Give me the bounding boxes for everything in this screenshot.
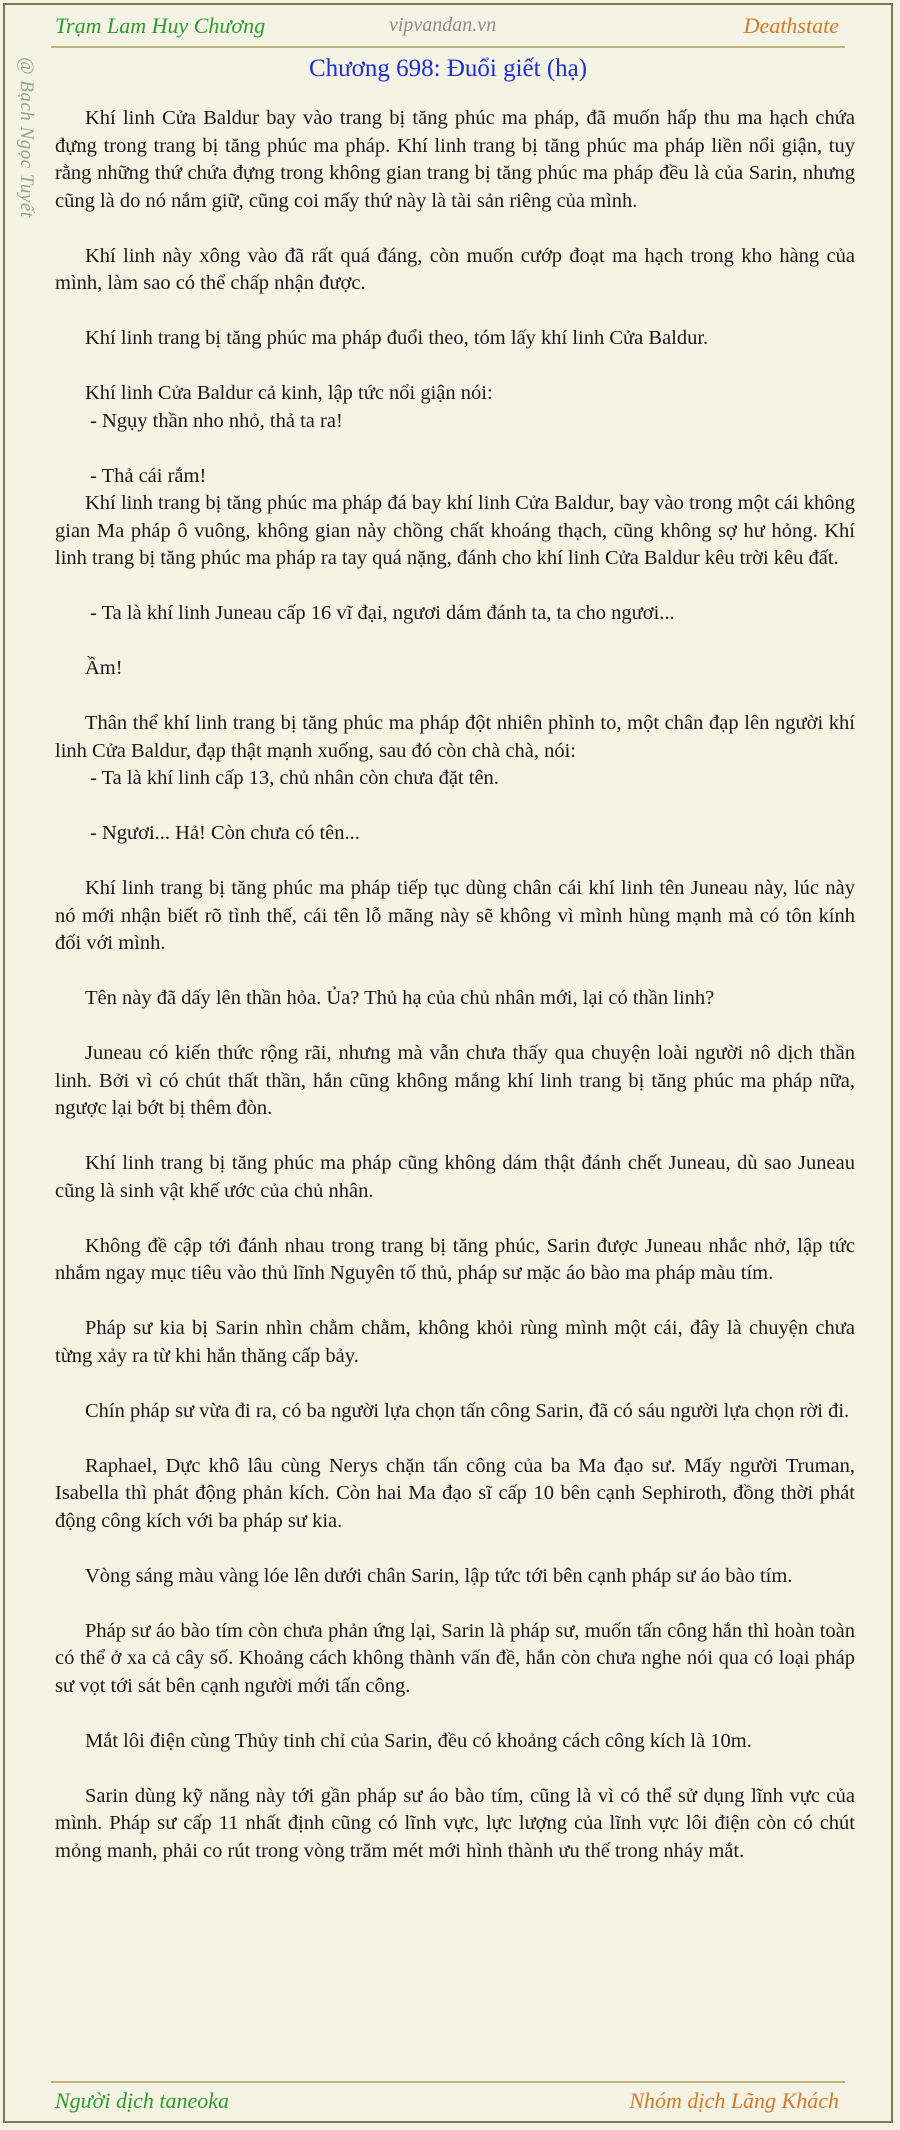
chapter-body xyxy=(55,105,855,1893)
dialogue-line: - Ta là khí linh Juneau cấp 16 vĩ đại, ngươi dám đánh ta, ta cho ngươi... xyxy=(90,602,675,624)
footer-translator: Người dịch taneoka xyxy=(55,2088,230,2113)
footer-divider xyxy=(51,2081,845,2083)
paragraph: Juneau có kiến thức rộng rãi, nhưng mà vẫn chưa thấy qua chuyện loài người nô dịch thần linh. Bởi vì có chút thất thần, hắn cũng không mắng khí linh trang bị tăng phúc ma pháp nữa, ngược lại bớt bị thêm đòn. xyxy=(55,1042,855,1119)
dialogue-line: - Ngươi... Hả! Còn chưa có tên... xyxy=(90,822,360,844)
paragraph: Khí linh trang bị tăng phúc ma pháp tiếp tục dùng chân cái khí linh tên Juneau này, lúc này nó mới nhận biết rõ tình thế, cái tên lỗ mãng này sẽ không vì mình hùng mạnh mà có tôn kính đối với mình. xyxy=(55,877,855,954)
header-right-text: Deathstate xyxy=(743,13,839,38)
paragraph: Mắt lôi điện cùng Thủy tinh chỉ của Sarin, đều có khoảng cách công kích là 10m. xyxy=(85,1729,752,1752)
page-footer xyxy=(5,2085,891,2121)
paragraph: Tên này đã dấy lên thần hỏa. Ủa? Thủ hạ của chủ nhân mới, lại có thần linh? xyxy=(85,987,715,1009)
paragraph: Pháp sư kia bị Sarin nhìn chằm chằm, không khỏi rùng mình một cái, đây là chuyện chưa từng xảy ra từ khi hắn thăng cấp bảy. xyxy=(55,1317,855,1367)
page-header xyxy=(5,5,891,49)
paragraph: Khí linh này xông vào đã rất quá đáng, còn muốn cướp đoạt ma hạch trong kho hàng của mình, làm sao có thể chấp nhận được. xyxy=(55,244,855,294)
side-watermark-label: @ Bạch Ngọc Tuyết xyxy=(16,57,37,218)
paragraph: Sarin dùng kỹ năng này tới gần pháp sư áo bào tím, cũng là vì có thể sử dụng lĩnh vực của mình. Pháp sư cấp 11 nhất định cũng có lĩnh vực, lực lượng của lĩnh vực lôi điện còn có chút mỏng manh, phải co rút trong vòng trăm mét mới hình thành ưu thế trong nháy mắt. xyxy=(55,1784,855,1862)
dialogue-line: - Ta là khí linh cấp 13, chủ nhân còn chưa đặt tên. xyxy=(90,767,499,789)
paragraph: Vòng sáng màu vàng lóe lên dưới chân Sarin, lập tức tới bên cạnh pháp sư áo bào tím. xyxy=(85,1564,793,1587)
dialogue-line: - Ngụy thần nho nhỏ, thả ta ra! xyxy=(90,409,343,432)
paragraph: Khí linh trang bị tăng phúc ma pháp cũng không dám thật đánh chết Juneau, dù sao Juneau cũng là sinh vật khế ước của chủ nhân. xyxy=(55,1152,855,1202)
paragraph: Khí linh Cửa Baldur cả kinh, lập tức nổi giận nói: xyxy=(85,382,493,404)
paragraph: Khí linh Cửa Baldur bay vào trang bị tăng phúc ma pháp, đã muốn hấp thu ma hạch chứa đựng trong trang bị tăng phúc ma pháp. Khí linh trang bị tăng phúc ma pháp liền nổi giận, tuy rằng những thứ chứa đựng trong không gian trang bị tăng phúc ma pháp đều là của Sarin, nhưng cũng là do nó nắm giữ, cũng coi mấy thứ này là tài sản riêng của mình. xyxy=(55,107,855,212)
dialogue-line: - Thả cái rắm! xyxy=(90,464,207,487)
header-left-text: Trạm Lam Huy Chương xyxy=(55,13,266,38)
chapter-title: Chương 698: Đuổi giết (hạ) xyxy=(308,55,588,82)
paragraph: Chín pháp sư vừa đi ra, có ba người lựa chọn tấn công Sarin, đã có sáu người lựa chọn rời đi. xyxy=(85,1399,850,1422)
paragraph: Ầm! xyxy=(85,657,123,679)
header-divider xyxy=(51,46,845,48)
paragraph: Raphael, Dực khô lâu cùng Nerys chặn tấn công của ba Ma đạo sư. Mấy người Truman, Isabella thì phát động phản kích. Còn hai Ma đạo sĩ cấp 10 bên cạnh Sephiroth, đồng thời phát động công kích với ba pháp sư kia. xyxy=(55,1454,855,1532)
paragraph: Khí linh trang bị tăng phúc ma pháp đá bay khí linh Cửa Baldur, bay vào trong một cái không gian Ma pháp ô vuông, không gian này chồng chất khoáng thạch, cũng không sợ hư hỏng. Khí linh trang bị tăng phúc ma pháp ra tay quá nặng, đánh cho khí linh Cửa Baldur kêu trời kêu đất. xyxy=(55,492,855,569)
paragraph: Pháp sư áo bào tím còn chưa phản ứng lại, Sarin là pháp sư, muốn tấn công hắn thì hoàn toàn có thể ở xa cả cây số. Khoảng cách không thành vấn đề, hắn còn chưa nghe nói qua có loại pháp sư vọt tới sát bên cạnh người mới tấn công. xyxy=(55,1619,855,1697)
header-site-name: vipvandan.vn xyxy=(389,14,497,36)
paragraph: Khí linh trang bị tăng phúc ma pháp đuổi theo, tóm lấy khí linh Cửa Baldur. xyxy=(85,327,709,349)
paragraph: Không đề cập tới đánh nhau trong trang bị tăng phúc, Sarin được Juneau nhắc nhở, lập tức nhắm ngay mục tiêu vào thủ lĩnh Nguyên tố thủ, pháp sư mặc áo bào ma pháp màu tím. xyxy=(55,1234,855,1284)
footer-group: Nhóm dịch Lãng Khách xyxy=(629,2088,839,2113)
page-frame xyxy=(3,3,893,2123)
paragraph: Thân thể khí linh trang bị tăng phúc ma pháp đột nhiên phình to, một chân đạp lên người khí linh Cửa Baldur, đạp thật mạnh xuống, sau đó còn chà chà, nói: xyxy=(55,712,855,762)
